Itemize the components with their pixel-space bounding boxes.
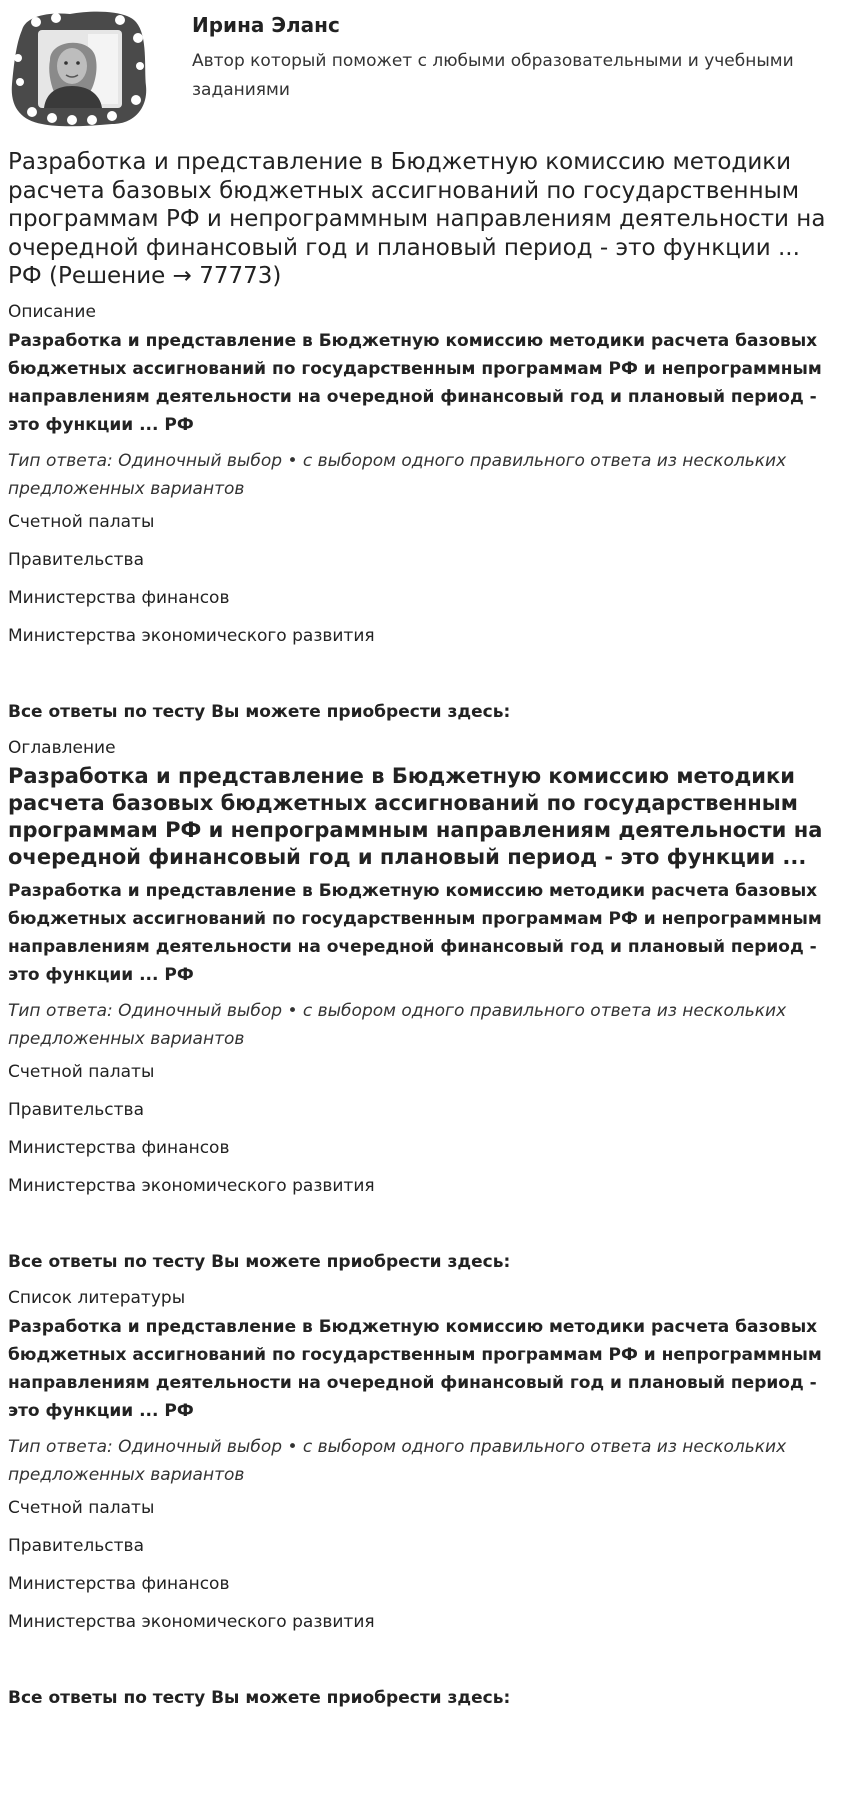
answer-option: Правительства (8, 1535, 144, 1556)
section-label-references: Список литературы (8, 1287, 186, 1308)
author-photo-film-frame (8, 8, 148, 128)
answer-type: Тип ответа: Одиночный выбор • с выбором одного правильного ответа из нескольких предложенных вариантов (8, 1000, 787, 1049)
answer-option: Министерства финансов (8, 1573, 230, 1594)
answer-option: Министерства финансов (8, 1137, 230, 1158)
author-info (192, 8, 832, 105)
author-description: Автор который поможет с любыми образовательными и учебными заданиями (192, 51, 794, 100)
answer-type: Тип ответа: Одиночный выбор • с выбором одного правильного ответа из нескольких предложенных вариантов (8, 450, 787, 499)
section-label-toc: Оглавление (8, 737, 116, 758)
answer-option: Министерства экономического развития (8, 1175, 375, 1196)
question-text: Разработка и представление в Бюджетную комиссию методики расчета базовых бюджетных ассигнований по государственным программам РФ и непрограммным направлениям деятельности на очередной финансовый год и плановый период - это функции ... РФ (8, 1316, 822, 1421)
section-description (8, 301, 839, 723)
answer-option: Правительства (8, 549, 144, 570)
question-text: Разработка и представление в Бюджетную комиссию методики расчета базовых бюджетных ассигнований по государственным программам РФ и непрограммным направлениям деятельности на очередной финансовый год и плановый период - это функции ... РФ (8, 880, 822, 985)
buy-note: Все ответы по тесту Вы можете приобрести здесь: (8, 1251, 511, 1272)
buy-note: Все ответы по тесту Вы можете приобрести здесь: (8, 701, 511, 722)
page-title: Разработка и представление в Бюджетную комиссию методики расчета базовых бюджетных ассигнований по государственным программам РФ и непрограммным направлениям деятельности на очередной финансовый год и плановый период - это функции ... РФ (Решение → 77773) (8, 149, 826, 289)
answer-option: Счетной палаты (8, 1497, 155, 1518)
question-text: Разработка и представление в Бюджетную комиссию методики расчета базовых бюджетных ассигнований по государственным программам РФ и непрограммным направлениям деятельности на очередной финансовый год и плановый период - это функции ... РФ (8, 330, 822, 435)
author-block (8, 0, 839, 138)
answer-option: Министерства экономического развития (8, 625, 375, 646)
answer-option: Министерства финансов (8, 587, 230, 608)
section-label-description: Описание (8, 301, 96, 322)
answer-option: Счетной палаты (8, 511, 155, 532)
answer-option: Министерства экономического развития (8, 1611, 375, 1632)
author-name: Ирина Эланс (192, 13, 340, 37)
buy-note: Все ответы по тесту Вы можете приобрести здесь: (8, 1687, 511, 1708)
section-toc (8, 737, 839, 1273)
answer-option: Правительства (8, 1099, 144, 1120)
section-references (8, 1287, 839, 1709)
answer-type: Тип ответа: Одиночный выбор • с выбором одного правильного ответа из нескольких предложенных вариантов (8, 1436, 787, 1485)
answer-option: Счетной палаты (8, 1061, 155, 1082)
toc-heading: Разработка и представление в Бюджетную комиссию методики расчета базовых бюджетных ассигнований по государственным программам РФ и непрограммным направлениям деятельности на очередной финансовый год и плановый период - это функции ... (8, 763, 823, 869)
